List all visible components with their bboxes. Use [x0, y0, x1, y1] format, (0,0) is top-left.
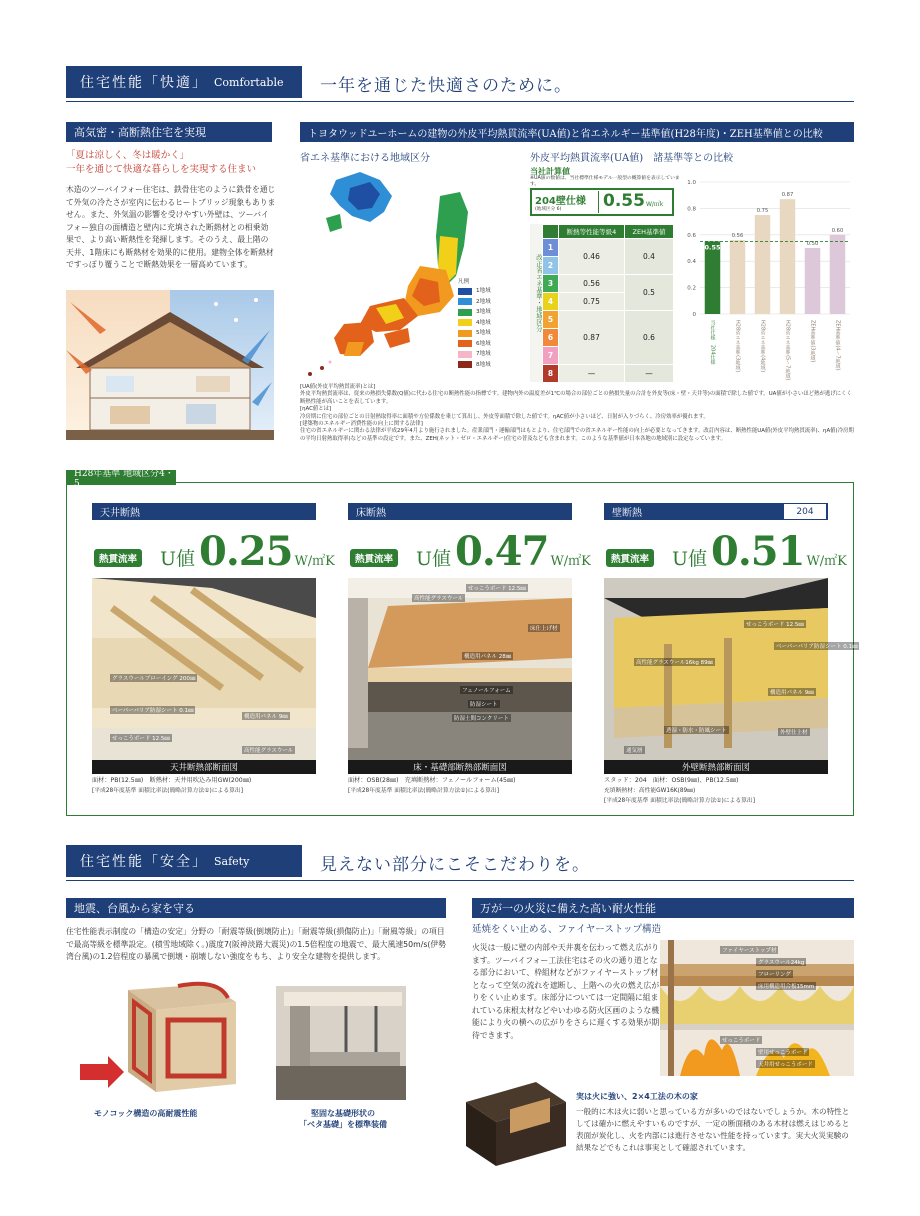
firestop-label: 天井用せっこうボード [758, 1062, 813, 1068]
comfort-right-title: トヨタウッドユーホームの建物の外皮平均熱貫流率(UA値)と省エネルギー基準値(H28年度)・ZEH基準値との比較 [300, 122, 854, 142]
section-label: 高性能グラスウール16kg 89㎜ [636, 660, 714, 666]
comfort-headline: 一年を通じた快適さのために。 [320, 76, 572, 96]
u-value-prefix: U値 [160, 548, 196, 570]
chart-category-label: H28省エネ基準(4地域) [759, 320, 766, 373]
region-h28-value: 0.56 [559, 275, 625, 293]
legend-item [458, 339, 510, 350]
section-label: ベーパーバリア防湿シート 0.1㎜ [776, 644, 858, 650]
safety-tag-jp: 住宅性能「安全」 [80, 854, 208, 870]
ua-note-line: 外皮平均熱貫流率は、従来の熱損失係数(Q値)に代わる住宅の断熱性能の指標です。建物内外の温度差が1℃の場合の部位ごとの熱損失量の合計を外皮等(床・壁・天井等)の面積で除した値です。UA値が小さいほど熱が逃げにくく断熱性能が高いことを表しています。 [300, 391, 852, 405]
legend-label: 3地域 [476, 309, 491, 316]
section-label: 透湿・防水・防風シート [666, 728, 727, 734]
u-value-pill: 熱貫流率 [350, 549, 398, 567]
spec-value: 0.55 [603, 191, 645, 211]
safety-left-body: 住宅性能表示制度の「構造の安定」分野の「耐震等級(倒壊防止)」「耐震等級(損傷防止)」「耐風等級」の項目で最高等級を標準設定。(積雪地域除く。)震度7(阪神淡路大震災)の1.5倍程度の地震で、最大風速50m/s(伊勢湾台風)の1.2倍程度の暴風で倒壊・崩壊しない強度をもち、より安全な建物を提供します。 [66, 927, 447, 961]
foundation-caption [298, 1108, 388, 1130]
firestop-label: せっこうボード [722, 1038, 761, 1044]
panel-head [348, 503, 572, 520]
legend-label: 1地域 [476, 288, 491, 295]
foundation-caption-1: 堅固な基礎形状の [311, 1109, 375, 1118]
u-value-unit: W/㎡K [806, 554, 847, 569]
safety-tag-en: Safety [214, 854, 250, 868]
charred-wood-photo [466, 1082, 566, 1166]
section-label: 防湿シート [470, 702, 498, 708]
ua-note-line: 冷房期に住宅の部位ごとの日射熱取得率に面積や方位係数を乗じて算出し、外皮等面積で除した値です。ηAC値が小さいほど、日射が入りづらく、冷房効率が優れます。 [300, 413, 709, 420]
region-table-wrap [530, 224, 674, 382]
region-number: 7 [543, 347, 559, 365]
u-value-prefix: U値 [416, 548, 452, 570]
panel-head-label: 壁断熱 [612, 508, 642, 519]
region-row [543, 365, 674, 383]
section-label: 高性能グラスウール [414, 596, 464, 602]
section-label: ベーパーバリア防湿シート 0.1㎜ [112, 708, 194, 714]
panel-spec-2: [平成28年度基準 面積比率法(簡略計算方法①)による算出] [92, 788, 243, 794]
legend-swatch [458, 288, 472, 295]
panel-spec-2: [平成28年度基準 面積比率法(簡略計算方法①)による算出] [348, 788, 499, 794]
region-zeh-value: 0.4 [625, 239, 674, 275]
legend-title: 凡例 [458, 279, 470, 285]
chart-bar [755, 215, 771, 314]
chart-category-label: H28省エネ基準(3地域) [734, 320, 741, 373]
chart-data-label: 0.87 [781, 192, 794, 199]
ua-note-line: 住宅の省エネルギーに関わる法律が平成29年4月より施行されました。産業部門・運輸部門はもとより、住宅部門での省エネルギー性能の向上が必要となってきます。改訂内容は、断熱性能UA値(外皮平均熱貫流率)、ηA値(冷房期の平均日射熱取得率)などの基準の設定です。また、ZEH(ネット・ゼロ・エネルギー)住宅の普及なども含まれます。このような基準値が日本各地の地域別に設定なっています。 [300, 428, 854, 442]
chart-data-label: 0.50 [806, 241, 819, 247]
spec-unit: W/㎡k [645, 201, 664, 208]
comfort-body: 木造のツーバイフォー住宅は、鉄骨住宅のように鉄骨を通じて外気の冷たさが室内に伝わるヒートブリッジ現象もありません。また、外気温の影響を受けやすい外壁は、ツーバイフォー独自の面構造と壁内に充填された断熱材との相乗効果で、より高い断熱性を発揮します。そのうえ、最上階の天井、1階床にも断熱材を効果的に使用。建物全体を断熱材ですっぽり覆うことで断熱効果を一層高めています。 [66, 185, 276, 269]
legend-label: 5地域 [476, 330, 491, 337]
chart-tick-label: 0 [692, 312, 696, 318]
mat-foundation-illustration [276, 986, 406, 1100]
panel-spec-1: 面材：PB(12.5㎜) 断熱材：天井用吹込み用GW(200㎜) [92, 777, 252, 784]
legend-swatch [458, 340, 472, 347]
house-illustration [66, 290, 274, 440]
comfort-lead-1: 「夏は涼しく、冬は暖かく」 [66, 150, 190, 161]
region-number: 5 [543, 311, 559, 329]
region-zeh-value: 0.5 [625, 275, 674, 311]
safety-rule [66, 880, 854, 881]
ua-note-line: [UA値(外皮平均熱貫流率)とは] [300, 384, 376, 390]
firestop-label: グラスウール24kg [758, 960, 805, 966]
chart-category-label: H28省エネ基準(5〜7地域) [784, 320, 791, 381]
ua-note-line: [建築物のエネルギー消費性能の向上に関する法律] [300, 421, 423, 428]
section-label: グラスウールブローイング 200㎜ [112, 676, 196, 682]
region-number: 6 [543, 329, 559, 347]
section-label: 高性能グラスウール [244, 748, 294, 754]
panel-spec-1: 面材：OSB(28㎜) 充填断熱材：フェノールフォーム(45㎜) [348, 777, 516, 784]
ua-notes [300, 384, 856, 443]
safety-headline: 見えない部分にこそこだわりを。 [320, 855, 590, 875]
u-value-number: 0.51 [711, 528, 805, 575]
region-h28-value: 0.75 [559, 293, 625, 311]
region-number: 2 [543, 257, 559, 275]
legend-label: 2地域 [476, 298, 491, 305]
chart-category-label: 当社仕様 204仕様 [709, 320, 716, 365]
section-caption: 床・基礎部断熱部断面図 [348, 760, 572, 774]
u-value [160, 528, 335, 575]
u-value-pill: 熱貫流率 [94, 549, 142, 567]
region-h28-value: 0.46 [559, 239, 625, 275]
panel-spec-1: スタッド：204 面材：OSB(9㎜)、PB(12.5㎜) [604, 777, 739, 784]
legend-item [458, 307, 510, 318]
legend-item [458, 349, 510, 360]
firestop-label: フローリング [758, 972, 791, 978]
section-illustration [92, 578, 316, 760]
foundation-caption-2: 「ベタ基礎」を標準装備 [299, 1120, 387, 1129]
section-label: せっこうボード 12.5㎜ [746, 622, 804, 628]
safety-right-title: 万が一の火災に備えた高い耐火性能 [472, 898, 854, 918]
section-caption: 外壁断熱部断面図 [604, 760, 828, 774]
calc-note: ※UA値の数値は、当社標準仕様モデル一般型の概算値を表示しています。 [530, 176, 680, 187]
region-number: 4 [543, 293, 559, 311]
section-label: 構造用パネル 9㎜ [770, 690, 814, 696]
legend-swatch [458, 351, 472, 358]
section-label: 防湿土間コンクリート [454, 716, 509, 722]
section-caption: 天井断熱部断面図 [92, 760, 316, 774]
map-legend [458, 278, 510, 374]
chart-tick-label: 0.2 [687, 285, 696, 292]
legend-swatch [458, 309, 472, 316]
region-row [543, 239, 674, 257]
chart-bar [705, 241, 721, 314]
chart-tick-label: 0.6 [687, 232, 696, 239]
table-h1: 断熱等性能等級4 [559, 225, 625, 239]
chart-tick-label: 1.0 [687, 180, 696, 186]
region-h28-value: — [559, 365, 625, 383]
ua-note-line: [ηAC値とは] [300, 406, 332, 413]
table-side-label: 改正省エネ基準・地域区分 [535, 254, 543, 332]
region-row [543, 275, 674, 293]
firestop-label: 床用構造用合板15mm [758, 984, 815, 990]
u-value-unit: W/㎡K [550, 554, 591, 569]
wood-body: 一般的に木は火に弱いと思っている方が多いのではないでしょうか。木の特性としては確かに燃えやすいものですが、一定の断面積のある木材は燃えはじめると表面が炭化し、火を内部には進行させない性能を持っています。実大火災実験の結果などでもこれは事実として確認されています。 [576, 1107, 850, 1152]
fire-lead: 延焼をくい止める、ファイヤーストップ構造 [472, 924, 662, 935]
spec-sub: (地域区分 6) [535, 207, 562, 212]
u-value [672, 528, 847, 575]
region-number: 3 [543, 275, 559, 293]
safety-left-title: 地震、台風から家を守る [66, 898, 446, 918]
legend-swatch [458, 330, 472, 337]
u-value [416, 528, 591, 575]
panel-spec-3: [平成28年度基準 面積比率法(簡略計算方法①)による算出] [604, 798, 755, 804]
section-label: 床仕上げ材 [530, 626, 558, 632]
chart-data-label: 0.75 [756, 208, 769, 214]
h28-band-title: H28年基準 地域区分4・5 [66, 470, 176, 485]
section-label: 通気層 [626, 748, 643, 754]
region-number: 8 [543, 365, 559, 383]
comfort-tag-jp: 住宅性能「快適」 [80, 75, 208, 91]
section-label: 構造用パネル 28㎜ [464, 654, 512, 660]
legend-swatch [458, 319, 472, 326]
legend-item [458, 360, 510, 371]
chart-tick-label: 0.4 [687, 259, 696, 266]
map-title: 省エネ基準における地域区分 [300, 153, 430, 164]
comfort-tag-en: Comfortable [214, 75, 284, 89]
panel-spec-2: 充填断熱材：高性能GW16K(89㎜) [604, 788, 696, 794]
region-number: 1 [543, 239, 559, 257]
chart-bar [780, 199, 796, 314]
section-label: 外壁仕上材 [780, 730, 808, 736]
firestop-label: 壁用せっこうボード [758, 1050, 808, 1056]
section-label: 構造用パネル 9㎜ [244, 714, 288, 720]
legend-swatch [458, 298, 472, 305]
panel-head-label: 天井断熱 [100, 508, 140, 519]
legend-item [458, 328, 510, 339]
chart-category-label: ZEH基準値(4〜7地域) [834, 320, 841, 371]
chart-category-label: ZEH基準値(3地域) [809, 320, 816, 363]
section-label: せっこうボード 12.5㎜ [112, 736, 170, 742]
legend-item [458, 318, 510, 329]
chart-bar [730, 240, 746, 314]
section-label: フェノールフォーム [462, 688, 511, 694]
comfort-section-tag [66, 66, 302, 98]
monocoque-illustration [78, 980, 248, 1100]
legend-item [458, 297, 510, 308]
u-value-pill: 熱貫流率 [606, 549, 654, 567]
chart-tick-label: 0.8 [687, 206, 696, 213]
chart-data-label: 0.60 [831, 227, 844, 234]
legend-label: 7地域 [476, 351, 491, 358]
ua-bar-chart [680, 176, 856, 386]
chart-data-label: 0.56 [731, 233, 744, 240]
panel-head [92, 503, 316, 520]
comfort-rule [66, 101, 854, 102]
chart-bar [830, 235, 846, 314]
region-h28-value: 0.87 [559, 311, 625, 365]
firestop-label: ファイヤーストップ材 [722, 948, 777, 954]
legend-item [458, 286, 510, 297]
region-row [543, 311, 674, 329]
comfort-lead-2: 一年を通じて快適な暮らしを実現する住まい [66, 164, 257, 175]
comfort-left-title: 高気密・高断熱住宅を実現 [66, 122, 272, 142]
section-label: せっこうボード 12.5㎜ [468, 586, 526, 592]
u-value-prefix: U値 [672, 548, 708, 570]
panel-badge: 204 [784, 504, 826, 519]
u-value-number: 0.47 [455, 528, 549, 575]
panel-head-label: 床断熱 [356, 508, 386, 519]
u-value-unit: W/㎡K [294, 554, 335, 569]
firestop-illustration [660, 940, 854, 1076]
safety-section-tag [66, 845, 302, 877]
u-value-number: 0.25 [199, 528, 293, 575]
region-zeh-value: 0.6 [625, 311, 674, 365]
ua-title: 外皮平均熱貫流率(UA値) 諸基準等との比較 [530, 153, 734, 164]
wood-title: 実は火に強い、2×4工法の木の家 [576, 1092, 698, 1101]
chart-data-label: 0.55 [704, 243, 721, 252]
spec-box [530, 188, 674, 216]
monocoque-caption: モノコック構造の高耐震性能 [94, 1109, 198, 1118]
legend-swatch [458, 361, 472, 368]
chart-bar [805, 248, 821, 314]
calc-title: 当社計算値 [530, 167, 570, 176]
legend-label: 4地域 [476, 319, 491, 326]
legend-label: 6地域 [476, 340, 491, 347]
section-illustration [348, 578, 572, 760]
region-table [542, 224, 674, 383]
legend-label: 8地域 [476, 361, 491, 368]
fire-body: 火災は一般に壁の内部や天井裏を伝わって燃え広がります。ツーバイフォー工法住宅はその火の通り道となる部分において、枠組材などがファイヤーストップ材となって空気の流れを遮断し、上階への火の燃え広がりをくい止めます。床部分については一定間隔に組まれている床根太材などやいわゆる防火区画のような機能により火の横への広がりをさらに遅くする効果が期待できます。 [472, 943, 660, 1040]
region-zeh-value: — [625, 365, 674, 383]
table-h2: ZEH基準値 [625, 225, 674, 239]
spec-label: 204壁仕様 [535, 196, 586, 207]
